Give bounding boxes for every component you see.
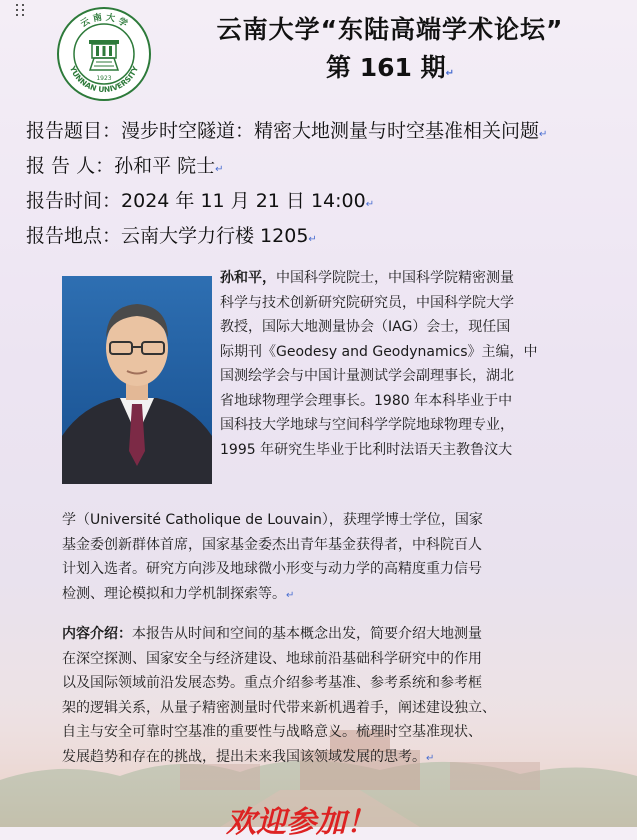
bio-line: 检测、理论模拟和力学机制探索等。 bbox=[62, 585, 286, 602]
topic-value: 漫步时空隧道：精密大地测量与时空基准相关问题 bbox=[121, 120, 540, 142]
time-value: 2024 年 11 月 21 日 14:00 bbox=[121, 190, 366, 212]
speaker-row: 报 告 人：孙和平 院士↵ bbox=[26, 155, 224, 177]
place-value: 云南大学力行楼 1205 bbox=[121, 225, 309, 247]
abstract-line: 以及国际领域前沿发展态势。重点介绍参考基准、参考系统和参考框 bbox=[62, 675, 482, 691]
bio-line: 教授，国际大地测量协会（IAG）会士，现任国 bbox=[220, 319, 511, 335]
place-label: 报告地点： bbox=[26, 225, 122, 247]
abstract-line: 在深空探测、国家安全与经济建设、地球前沿基础科学研究中的作用 bbox=[62, 650, 482, 667]
abstract-label: 内容介绍： bbox=[62, 626, 132, 642]
bio-line: 基金委创新群体首席，国家基金委杰出青年基金获得者，中科院百人 bbox=[62, 536, 482, 553]
bio-line: 国测绘学会与中国计量测试学会副理事长，湖北 bbox=[220, 368, 514, 384]
place-row: 报告地点：云南大学力行楼 1205↵ bbox=[26, 225, 317, 247]
bio-line: 际期刊《Geodesy and Geodynamics》主编，中 bbox=[220, 343, 538, 360]
time-row: 报告时间：2024 年 11 月 21 日 14:00↵ bbox=[26, 190, 375, 212]
svg-text:YUNNAN UNIVERSITY: YUNNAN UNIVERSITY bbox=[67, 64, 141, 95]
speaker-photo bbox=[62, 276, 212, 484]
drag-handle-icon[interactable] bbox=[16, 4, 28, 20]
forum-title: 云南大学“东陆高端学术论坛” bbox=[216, 15, 564, 44]
bio-continued: 学（Université Catholique de Louvain），获理学博士学位，国家 基金委创新群体首席，国家基金委杰出青年基金获得者，中科院百人 计划入选者。研究方向涉及地球微小形变与动力学的高精度重力信号 检测、理论模拟和力学机制探索等。↵ bbox=[62, 462, 582, 608]
bio-line: 中国科学院院士，中国科学院精密测量 bbox=[276, 270, 514, 286]
svg-text:云 南 大 学: 云 南 大 学 bbox=[79, 12, 129, 30]
abstract-line: 本报告从时间和空间的基本概念出发，简要介绍大地测量 bbox=[132, 626, 482, 642]
speaker-name: 孙和平， bbox=[220, 270, 276, 286]
svg-text:1923: 1923 bbox=[96, 75, 112, 82]
speaker-value: 孙和平 院士 bbox=[114, 155, 216, 177]
bio-line: 1995 年研究生毕业于比利时法语天主教鲁汶大 bbox=[220, 441, 513, 458]
welcome-text: 欢迎参加！ bbox=[226, 805, 376, 840]
speaker-label: 报 告 人： bbox=[26, 155, 115, 177]
topic-row: 报告题目：漫步时空隧道：精密大地测量与时空基准相关问题↵ bbox=[26, 120, 548, 142]
university-logo bbox=[56, 6, 152, 102]
bio-line: 计划入选者。研究方向涉及地球微小形变与动力学的高精度重力信号 bbox=[62, 561, 482, 577]
bio-line: 科学与技术创新研究院研究员，中国科学院大学 bbox=[220, 294, 514, 311]
bio-line: 学（Université Catholique de Louvain），获理学博士学位，国家 bbox=[62, 512, 483, 528]
bio-line: 国科技大学地球与空间科学学院地球物理专业， bbox=[220, 417, 514, 433]
issue-number: 第 161 期↵ bbox=[326, 53, 454, 82]
time-label: 报告时间： bbox=[26, 190, 122, 212]
bio-block bbox=[220, 266, 538, 462]
abstract-line: 架的逻辑关系，从量子精密测量时代带来新机遇着手，阐述建设独立、 bbox=[62, 699, 496, 716]
abstract-line: 自主与安全可靠时空基准的重要性与战略意义。梳理时空基准现状、 bbox=[62, 724, 482, 740]
bio-line: 省地球物理学会理事长。1980 年本科毕业于中 bbox=[220, 392, 513, 409]
topic-label: 报告题目： bbox=[26, 120, 122, 142]
abstract-block: 内容介绍：本报告从时间和空间的基本概念出发，简要介绍大地测量 在深空探测、国家安全与经济建设、地球前沿基础科学研究中的作用 以及国际领域前沿发展态势。重点介绍参考基准、参考系统和参考框 架的逻辑关系，从量子精密测量时代带来新机遇着手，阐述建设独立、 自主与安全可靠时空基准的重要性与战略意义。梳理时空基准现状、 发展趋势和存在的挑战，提出未来我国该领域发展的思考。↵ bbox=[62, 622, 602, 771]
abstract-line: 发展趋势和存在的挑战，提出未来我国该领域发展的思考。 bbox=[62, 748, 426, 765]
